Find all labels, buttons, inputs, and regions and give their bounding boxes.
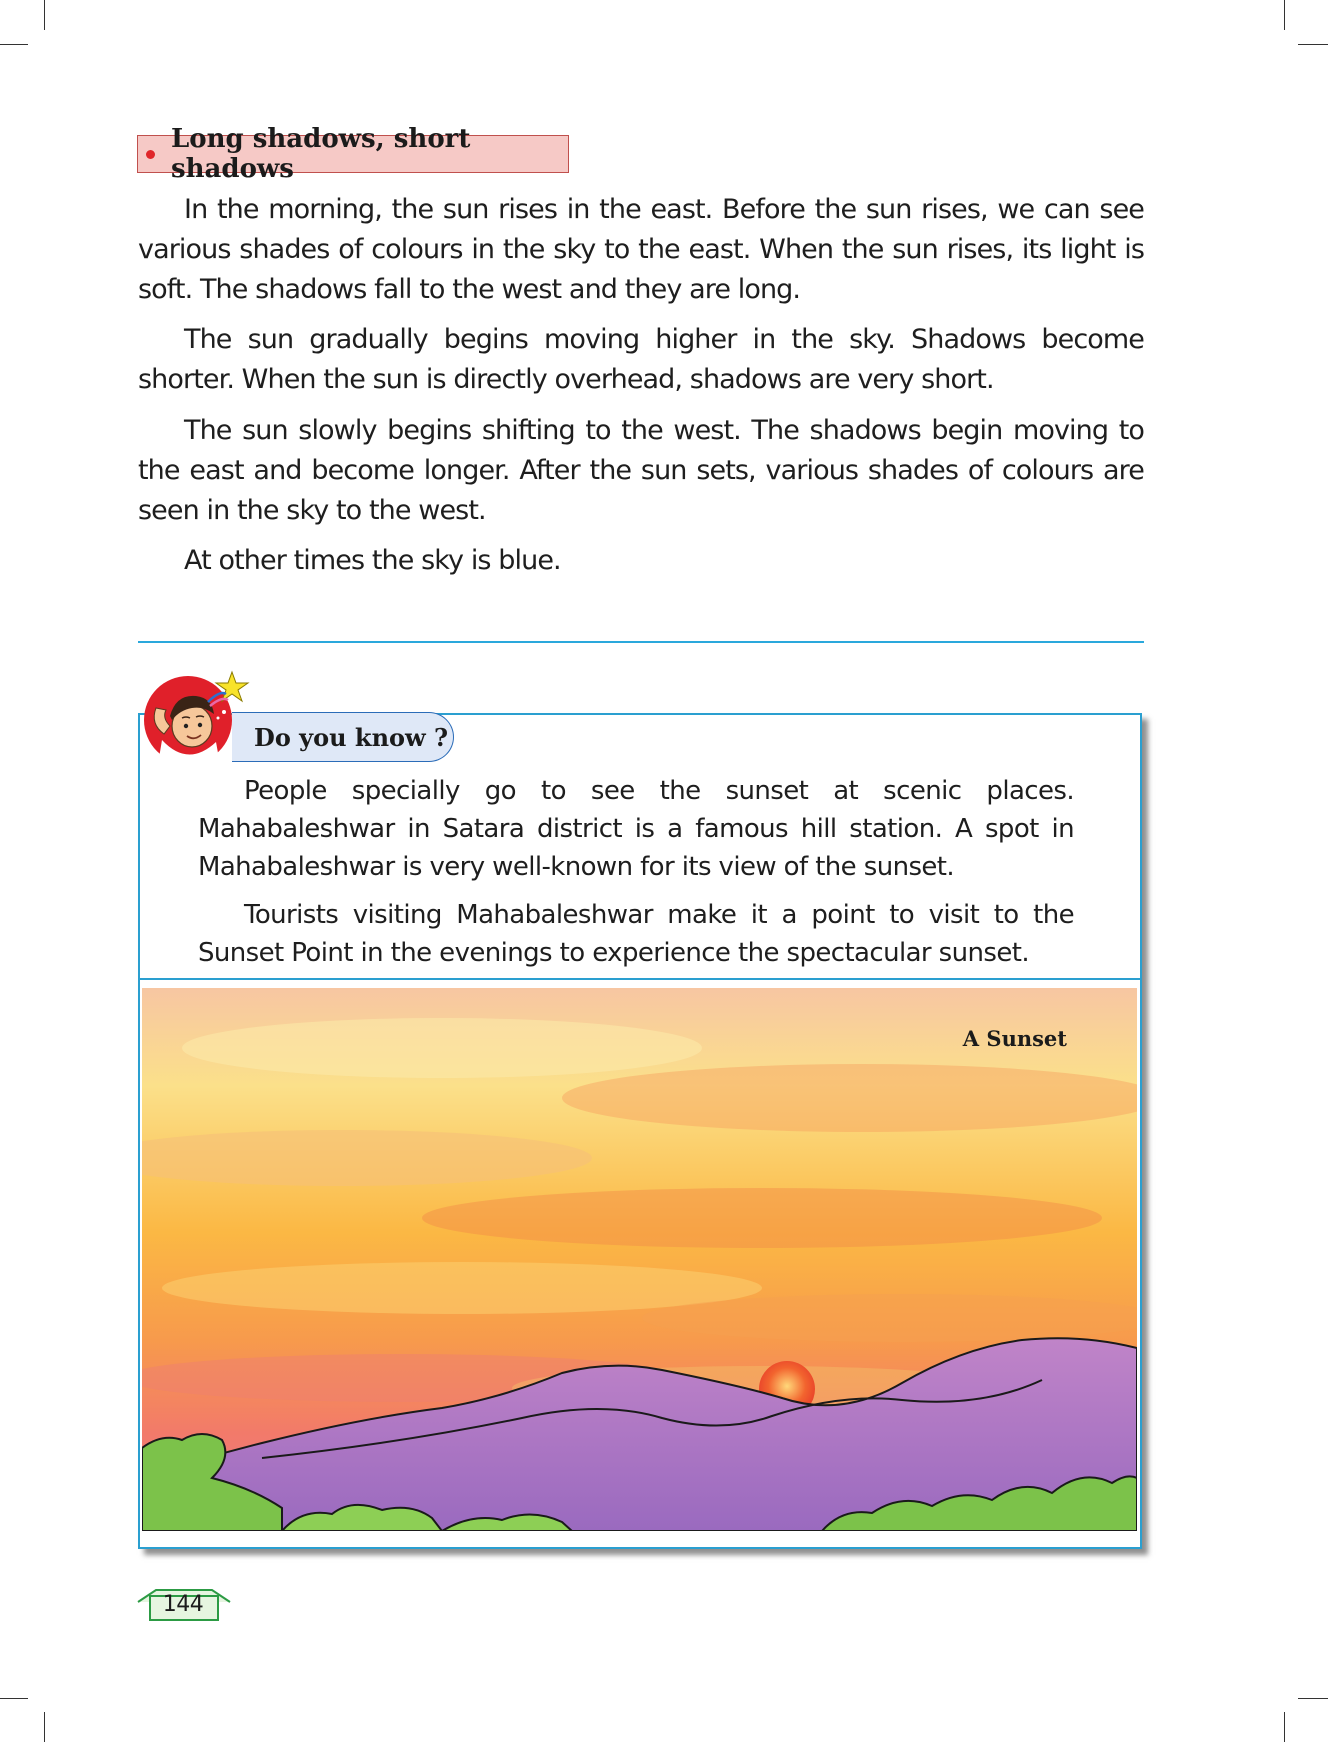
- crop-mark: [1298, 1698, 1328, 1699]
- thinking-boy-mascot-icon: [142, 668, 254, 768]
- do-you-know-paragraph: Tourists visiting Mahabaleshwar make it a point to visit to the Sunset Point in the evenings to experience the spectacular sunset.: [198, 900, 1074, 968]
- do-you-know-title: Do you know ?: [232, 712, 454, 762]
- page-number: 144: [162, 1592, 204, 1617]
- image-caption: A Sunset: [962, 1026, 1067, 1051]
- do-you-know-paragraph: People specially go to see the sunset at scenic places. Mahabaleshwar in Satara district is a famous hill station. A spot in Mahabaleshwar is very well-known for its view of the sunset.: [198, 776, 1074, 882]
- bullet-icon: [146, 150, 155, 159]
- crop-mark: [0, 1698, 28, 1699]
- crop-mark: [1284, 1712, 1285, 1742]
- crop-mark: [0, 44, 28, 45]
- section-heading: [137, 124, 569, 184]
- sunset-scene: [142, 988, 1137, 1531]
- body-paragraph: The sun gradually begins moving higher in the sky. Shadows become shorter. When the sun is directly overhead, shadows are very short.: [138, 324, 1144, 395]
- section-divider: [138, 641, 1144, 643]
- section-heading-text: Long shadows, short shadows: [171, 124, 471, 184]
- page-number-tab: [136, 1586, 232, 1622]
- crop-mark: [44, 1712, 45, 1742]
- box-divider: [138, 978, 1142, 980]
- crop-mark: [1284, 0, 1285, 30]
- body-paragraph: In the morning, the sun rises in the east. Before the sun rises, we can see various shades of colours in the sky to the east. When the sun rises, its light is soft. The shadows fall to the west and they are long.: [138, 194, 1144, 305]
- crop-mark: [44, 0, 45, 30]
- crop-mark: [1298, 44, 1328, 45]
- sunset-illustration: [142, 988, 1137, 1531]
- body-paragraph: At other times the sky is blue.: [184, 545, 561, 576]
- body-paragraph: The sun slowly begins shifting to the west. The shadows begin moving to the east and become longer. After the sun sets, various shades of colours are seen in the sky to the west.: [138, 415, 1144, 526]
